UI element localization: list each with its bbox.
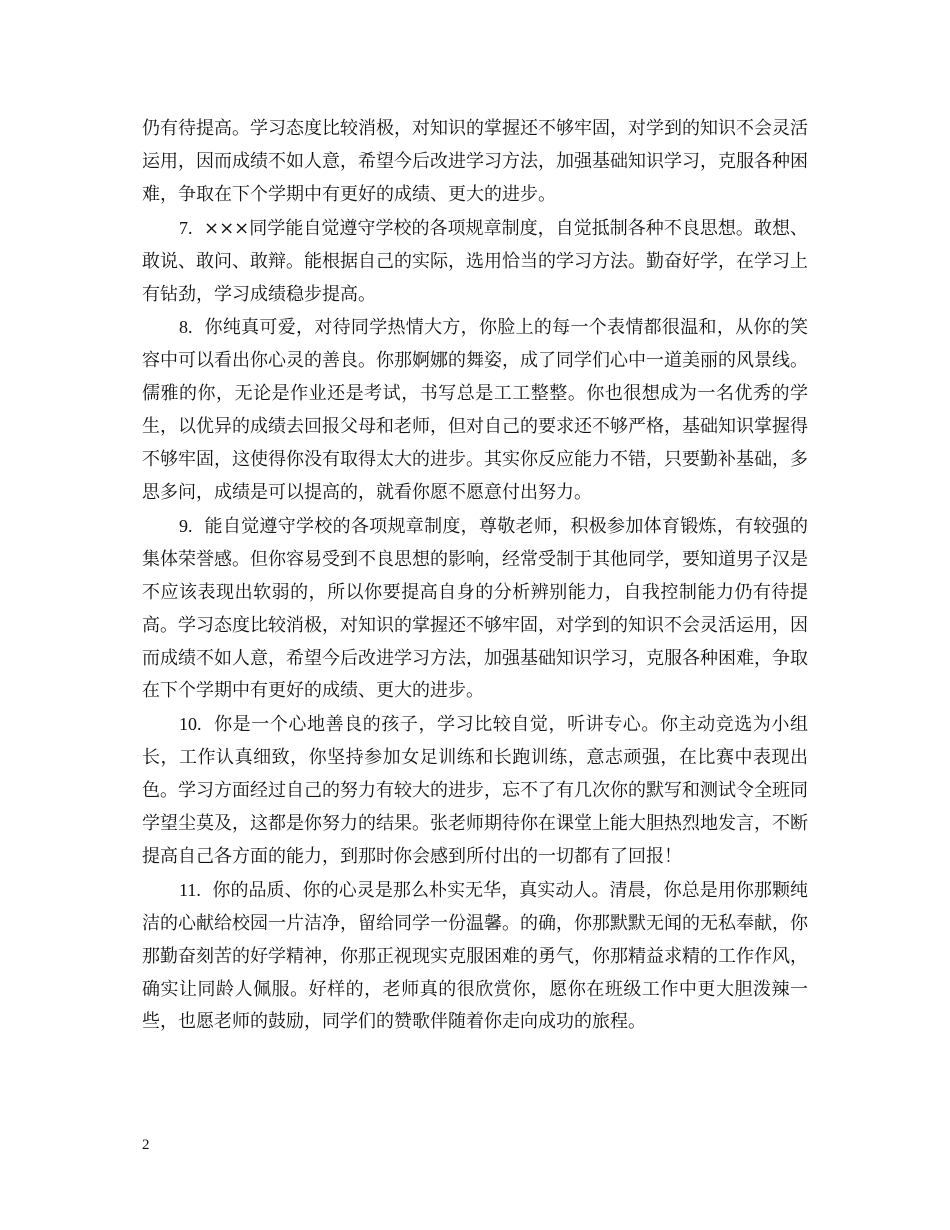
- paragraph-text: 仍有待提高。学习态度比较消极，对知识的掌握还不够牢固，对学到的知识不会灵活运用，因而成绩不如人意，希望今后改进学习方法，加强基础知识学习，克服各种困难，争取在下个学期中有更好的成绩、更大的进步。: [142, 118, 808, 205]
- paragraph-number: 10.: [179, 714, 202, 735]
- paragraph-continued: [142, 113, 808, 212]
- paragraph-text: 你是一个心地善良的孩子，学习比较自觉，听讲专心。你主动竞选为小组长，工作认真细致，你坚持参加女足训练和长跑训练，意志顽强，在比赛中表现出色。学习方面经过自己的努力有较大的进步，忘不了有几次你的默写和测试令全班同学望尘莫及，这都是你努力的结果。张老师期待你在课堂上能大胆热烈地发言，不断提高自己各方面的能力，到那时你会感到所付出的一切都有了回报！: [142, 714, 808, 867]
- page-number: 2: [142, 1137, 150, 1153]
- paragraph-8: [142, 311, 808, 509]
- paragraph-10: [142, 708, 808, 874]
- paragraph-text: ×××同学能自觉遵守学校的各项规章制度，自觉抵制各种不良思想。敢想、敢说、敢问、敢辩。能根据自己的实际，选用恰当的学习方法。勤奋好学，在学习上有钻劲，学习成绩稳步提高。: [142, 217, 808, 305]
- paragraph-9: [142, 510, 808, 708]
- paragraph-number: 9.: [179, 515, 193, 536]
- paragraph-text: 你纯真可爱，对待同学热情大方，你脸上的每一个表情都很温和，从你的笑容中可以看出你心灵的善良。你那婀娜的舞姿，成了同学们心中一道美丽的风景线。儒雅的你，无论是作业还是考试，书写总是工工整整。你也很想成为一名优秀的学生，以优异的成绩去回报父母和老师，但对自己的要求还不够严格，基础知识掌握得不够牢固，这使得你没有取得太大的进步。其实你反应能力不错，只要勤补基础，多思多问，成绩是可以提高的，就看你愿不愿意付出努力。: [142, 317, 808, 503]
- paragraph-number: 8.: [179, 317, 193, 338]
- paragraph-text: 能自觉遵守学校的各项规章制度，尊敬老师，积极参加体育锻炼，有较强的集体荣誉感。但你容易受到不良思想的影响，经常受制于其他同学，要知道男子汉是不应该表现出软弱的，所以你要提高自身的分析辨别能力，自我控制能力仍有待提高。学习态度比较消极，对知识的掌握还不够牢固，对学到的知识不会灵活运用，因而成绩不如人意，希望今后改进学习方法，加强基础知识学习，克服各种困难，争取在下个学期中有更好的成绩、更大的进步。: [142, 515, 808, 702]
- paragraph-number: 11.: [179, 879, 201, 900]
- paragraph-7: [142, 212, 808, 312]
- paragraph-number: 7.: [179, 217, 193, 238]
- document-body: [142, 113, 808, 1039]
- paragraph-text: 你的品质、你的心灵是那么朴实无华，真实动人。清晨，你总是用你那颗纯洁的心献给校园一片洁净，留给同学一份温馨。的确，你那默默无闻的无私奉献，你那勤奋刻苦的好学精神，你那正视现实克服困难的勇气，你那精益求精的工作作风，确实让同龄人佩服。好样的，老师真的很欣赏你，愿你在班级工作中更大胆泼辣一些，也愿老师的鼓励，同学们的赞歌伴随着你走向成功的旅程。: [142, 879, 808, 1033]
- paragraph-11: [142, 874, 808, 1040]
